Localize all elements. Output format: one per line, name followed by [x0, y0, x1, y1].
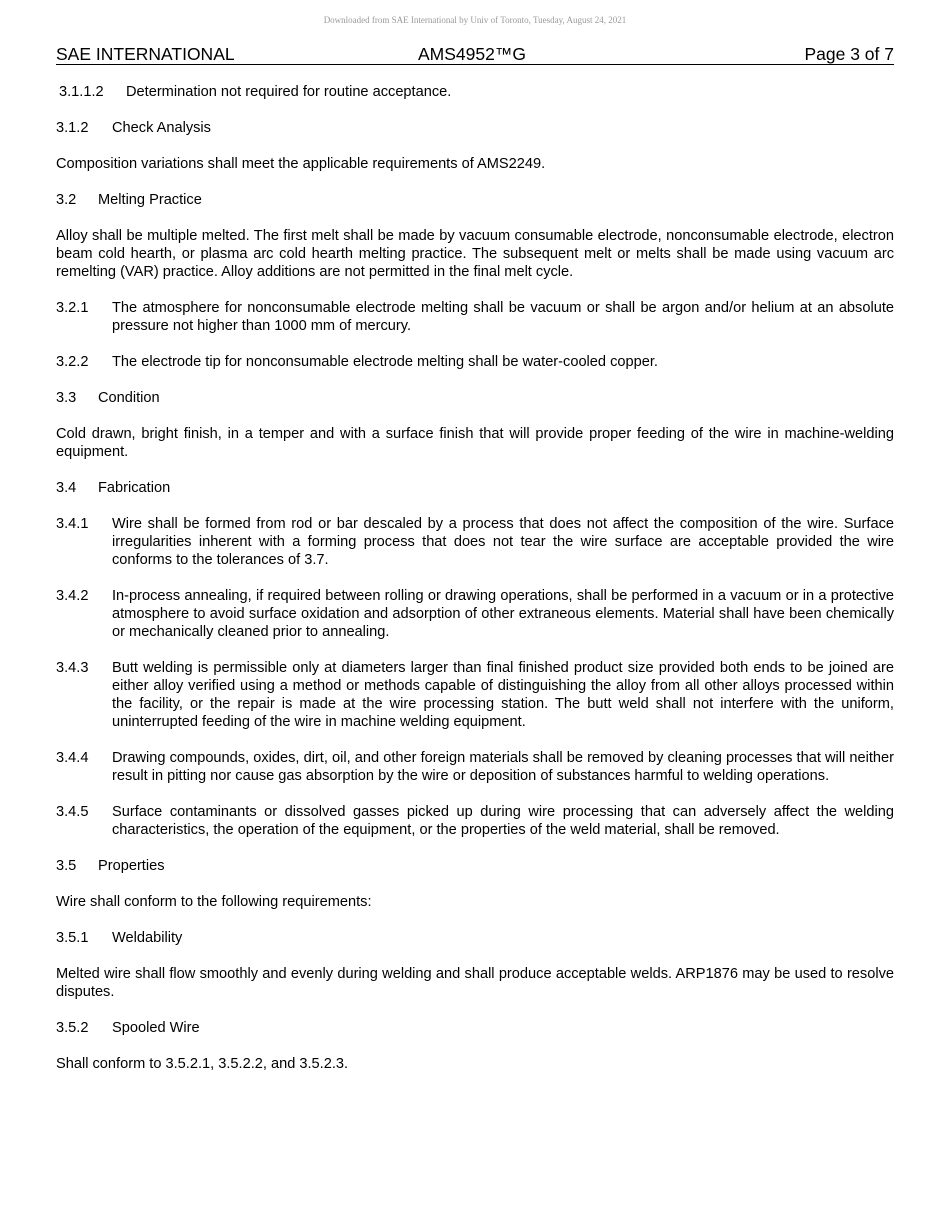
section-heading	[56, 389, 894, 407]
clause-number: 3.2.1	[56, 300, 89, 316]
clause-number: 3.2.2	[56, 354, 89, 370]
paragraph: Cold drawn, bright finish, in a temper and with a surface finish that will provide proper feeding of the wire in machine-welding equipment.	[56, 426, 894, 460]
page-number: Page 3 of 7	[804, 44, 894, 64]
clause-number: 3.4.4	[56, 750, 89, 766]
section-heading	[56, 479, 894, 497]
section-title: Condition	[98, 390, 160, 406]
paragraph: Alloy shall be multiple melted. The first melt shall be made by vacuum consumable electrode, nonconsumable electrode, electron beam cold hearth, or plasma arc cold hearth melting practice. The subsequent melt or melts shall be made using vacuum arc remelting (VAR) practice. Alloy additions are not permitted in the final melt cycle.	[56, 228, 894, 280]
clause-text: Butt welding is permissible only at diameters larger than final finished product size provided both ends to be joined are either alloy verified using a method or methods capable of distinguishing the alloy from all other alloys processed within the facility, or the repair is made at the wire processing station. The butt weld shall not interfere with the uniform, uninterrupted feeding of the wire in machine welding equipment.	[112, 660, 894, 730]
section-number: 3.3	[56, 390, 77, 406]
organization-name: SAE INTERNATIONAL	[56, 44, 235, 64]
numbered-clause	[56, 299, 894, 335]
page-header	[56, 44, 894, 65]
clause-text: Surface contaminants or dissolved gasses picked up during wire processing that can adversely affect the welding characteristics, the operation of the equipment, or the properties of the weld material, shall be removed.	[112, 804, 894, 838]
numbered-clause	[56, 587, 894, 641]
section-heading	[56, 929, 894, 947]
section-number: 3.5	[56, 858, 77, 874]
paragraph: Composition variations shall meet the applicable requirements of AMS2249.	[56, 156, 546, 172]
section-title: Properties	[98, 858, 165, 874]
section-number: 3.1.2	[56, 120, 89, 136]
numbered-clause	[56, 353, 894, 371]
section-heading	[56, 119, 894, 137]
paragraph: Shall conform to 3.5.2.1, 3.5.2.2, and 3.5.2.3.	[56, 1056, 349, 1072]
section-title: Melting Practice	[98, 192, 202, 208]
clause-text: The atmosphere for nonconsumable electrode melting shall be vacuum or shall be argon and/or helium at an absolute pressure not higher than 1000 mm of mercury.	[112, 300, 894, 334]
section-number: 3.1.1.2	[59, 84, 104, 100]
section-heading	[56, 857, 894, 875]
document-body	[56, 83, 894, 1073]
section-title: Weldability	[112, 930, 183, 946]
download-notice: Downloaded from SAE International by Univ of Toronto, Tuesday, August 24, 2021	[323, 15, 627, 25]
section-title: Spooled Wire	[112, 1020, 200, 1036]
section-number: 3.4	[56, 480, 77, 496]
section-heading	[56, 1019, 894, 1037]
clause-number: 3.4.1	[56, 516, 89, 532]
numbered-clause	[56, 749, 894, 785]
document-number: AMS4952™G	[418, 44, 526, 64]
paragraph: Wire shall conform to the following requirements:	[56, 894, 372, 910]
clause-text: The electrode tip for nonconsumable electrode melting shall be water-cooled copper.	[112, 354, 658, 370]
section-heading	[56, 83, 894, 101]
numbered-clause	[56, 803, 894, 839]
clause-text: Wire shall be formed from rod or bar descaled by a process that does not affect the composition of the wire. Surface irregularities inherent with a forming process that does not tear the wire surface are acceptable provided the wire conforms to the tolerances of 3.7.	[112, 516, 894, 568]
numbered-clause	[56, 515, 894, 569]
clause-text: In-process annealing, if required between rolling or drawing operations, shall be performed in a vacuum or in a protective atmosphere to avoid surface oxidation and adsorption of other extraneous elements. Material shall have been chemically or mechanically cleaned prior to annealing.	[112, 588, 894, 640]
numbered-clause	[56, 659, 894, 731]
clause-number: 3.4.3	[56, 660, 89, 676]
section-title: Check Analysis	[112, 120, 211, 136]
section-heading	[56, 191, 894, 209]
section-number: 3.5.1	[56, 930, 89, 946]
section-number: 3.5.2	[56, 1020, 89, 1036]
clause-text: Drawing compounds, oxides, dirt, oil, and other foreign materials shall be removed by cleaning processes that will neither result in pitting nor cause gas absorption by the wire or deposition of substances harmful to welding operations.	[112, 750, 894, 784]
clause-number: 3.4.2	[56, 588, 89, 604]
section-title: Fabrication	[98, 480, 171, 496]
paragraph: Melted wire shall flow smoothly and evenly during welding and shall produce acceptable welds. ARP1876 may be used to resolve disputes.	[56, 966, 894, 1000]
clause-number: 3.4.5	[56, 804, 89, 820]
section-number: 3.2	[56, 192, 77, 208]
section-title: Determination not required for routine acceptance.	[126, 84, 452, 100]
